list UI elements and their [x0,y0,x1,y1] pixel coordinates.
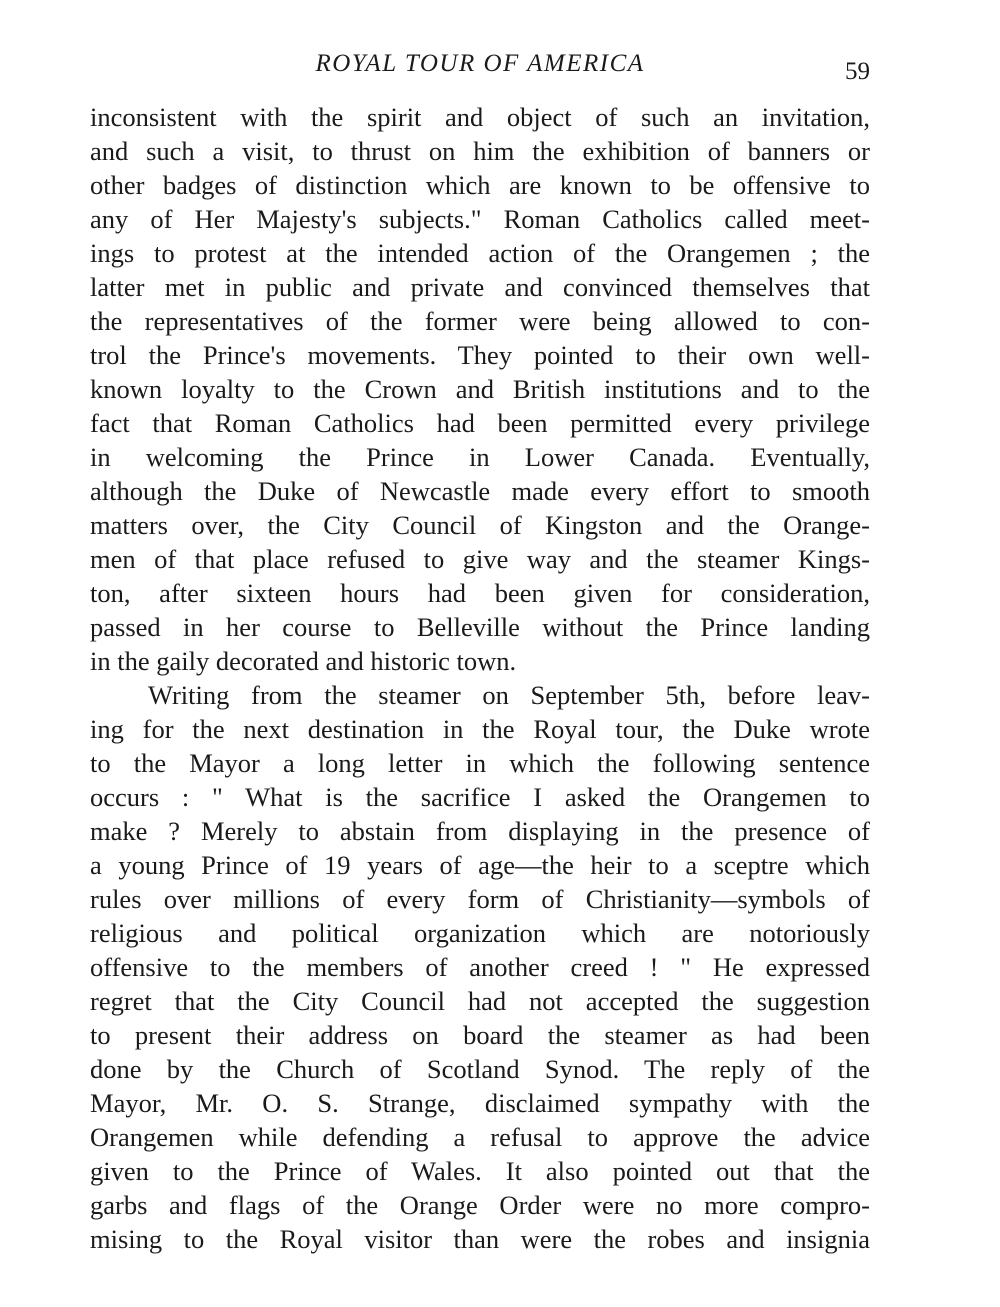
text-line: to the Mayor a long letter in which the following sentence [90,748,870,778]
text-line: passed in her course to Belleville without the Prince landing [90,612,870,642]
text-line: matters over, the City Council of Kingston and the Orange- [90,510,870,540]
text-line: offensive to the members of another creed ! " He expressed [90,952,870,982]
text-line: although the Duke of Newcastle made every effort to smooth [90,476,870,506]
text-line: in welcoming the Prince in Lower Canada. Eventually, [90,442,870,472]
text-line: given to the Prince of Wales. It also pointed out that the [90,1156,870,1186]
text-line: ings to protest at the intended action of the Orangemen ; the [90,238,870,268]
text-line: Mayor, Mr. O. S. Strange, disclaimed sympathy with the [90,1088,870,1118]
text-line: religious and political organization which are notoriously [90,918,870,948]
text-line: men of that place refused to give way and the steamer Kings- [90,544,870,574]
text-line: trol the Prince's movements. They pointed to their own well- [90,340,870,370]
text-line: Orangemen while defending a refusal to approve the advice [90,1122,870,1152]
body-text [90,100,870,1256]
text-line: other badges of distinction which are known to be offensive to [90,170,870,200]
text-line: latter met in public and private and convinced themselves that [90,272,870,302]
text-line: ing for the next destination in the Royal tour, the Duke wrote [90,714,870,744]
paragraph-2 [90,678,870,1256]
text-line: inconsistent with the spirit and object of such an invitation, [90,102,870,132]
text-line: the representatives of the former were being allowed to con- [90,306,870,336]
text-line: in the gaily decorated and historic town. [90,646,517,676]
running-title: ROYAL TOUR OF AMERICA [315,50,645,77]
text-line: rules over millions of every form of Christianity—symbols of [90,884,870,914]
running-header [90,48,870,84]
text-line: make ? Merely to abstain from displaying in the presence of [90,816,870,846]
text-line: and such a visit, to thrust on him the exhibition of banners or [90,136,870,166]
text-line: fact that Roman Catholics had been permitted every privilege [90,408,870,438]
text-line: a young Prince of 19 years of age—the heir to a sceptre which [90,850,870,880]
text-line: done by the Church of Scotland Synod. The reply of the [90,1054,870,1084]
text-line: occurs : " What is the sacrifice I asked the Orangemen to [90,782,870,812]
text-line: to present their address on board the steamer as had been [90,1020,870,1050]
text-line: regret that the City Council had not accepted the suggestion [90,986,870,1016]
text-line: Writing from the steamer on September 5th, before leav- [148,680,870,710]
page-number: 59 [845,58,870,85]
text-line: any of Her Majesty's subjects." Roman Catholics called meet- [90,204,870,234]
text-line: ton, after sixteen hours had been given for consideration, [90,578,870,608]
text-line: known loyalty to the Crown and British institutions and to the [90,374,870,404]
text-line: mising to the Royal visitor than were the robes and insignia [90,1224,870,1254]
text-line: garbs and flags of the Orange Order were no more compro- [90,1190,870,1220]
paragraph-1 [90,100,870,678]
